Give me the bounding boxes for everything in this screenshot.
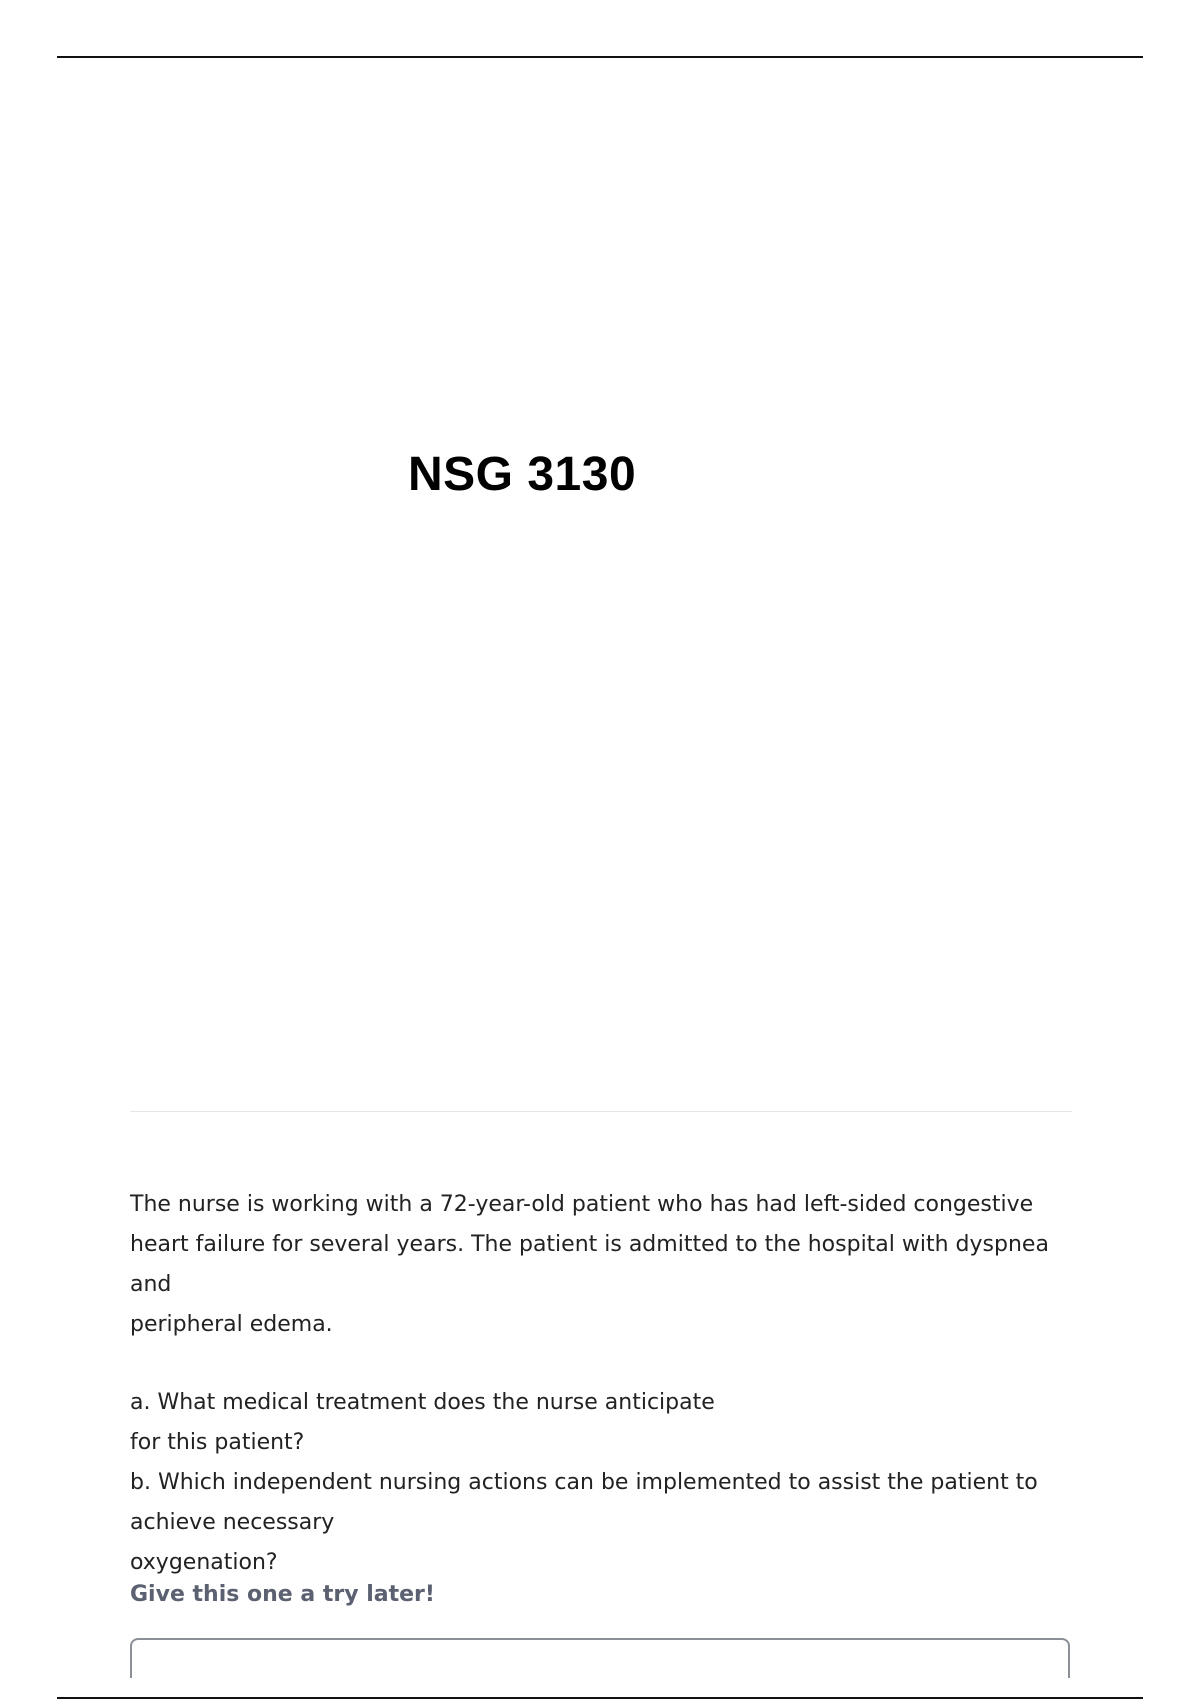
question-part-line: oxygenation? [130,1550,278,1575]
question-part-line: achieve necessary [130,1510,335,1535]
paragraph-gap [130,1345,1090,1383]
question-part-line: for this patient? [130,1430,305,1455]
try-later-prompt: Give this one a try later! [130,1582,435,1607]
question-stem-line: heart failure for several years. The patient is admitted to the hospital with dyspnea and [130,1232,1049,1297]
question-stem-line: peripheral edema. [130,1312,333,1337]
question-part-line: a. What medical treatment does the nurse anticipate [130,1390,715,1415]
question-text [130,1185,1090,1583]
header-rule [57,56,1143,58]
document-title: NSG 3130 [408,448,637,501]
footer-rule [57,1697,1143,1699]
question-part-line: b. Which independent nursing actions can be implemented to assist the patient to [130,1470,1038,1495]
answer-input-box[interactable] [130,1638,1070,1678]
card-divider [130,1111,1072,1112]
question-stem-line: The nurse is working with a 72-year-old patient who has had left-sided congestive [130,1192,1034,1217]
